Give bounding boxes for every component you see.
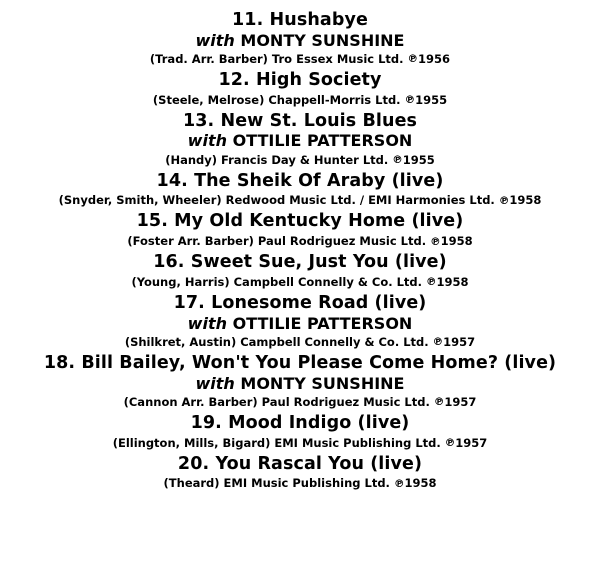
track-guest-name: MONTY SUNSHINE — [240, 30, 405, 50]
track-entry — [8, 353, 592, 410]
track-credit — [8, 234, 592, 249]
track-year: 1957 — [455, 435, 488, 450]
phonogram-mark-icon: ℗ — [430, 235, 441, 248]
phonogram-mark-icon: ℗ — [444, 437, 456, 450]
track-credit-text: (Snyder, Smith, Wheeler) Redwood Music Ltd. / EMI Harmonies Ltd. — [58, 193, 495, 208]
track-year: 1958 — [436, 274, 469, 289]
track-entry — [8, 293, 592, 350]
track-year: 1955 — [402, 152, 435, 167]
track-name: Mood Indigo (live) — [228, 412, 410, 433]
track-guest-line — [8, 131, 592, 150]
track-name: The Sheik Of Araby (live) — [194, 170, 444, 191]
track-credit — [8, 476, 592, 491]
track-guest-name: OTTILIE PATTERSON — [232, 313, 413, 333]
track-title — [8, 70, 592, 91]
track-credit — [8, 52, 592, 67]
track-credit-text: (Theard) EMI Music Publishing Ltd. — [163, 476, 390, 491]
track-credit-text: (Young, Harris) Campbell Connelly & Co. Ltd. — [131, 274, 423, 289]
track-number: 19. — [190, 412, 222, 433]
track-number: 16. — [153, 252, 185, 273]
track-credit — [8, 335, 592, 350]
phonogram-mark-icon: ℗ — [392, 154, 403, 167]
phonogram-mark-icon: ℗ — [404, 94, 416, 107]
track-entry — [8, 111, 592, 168]
track-entry — [8, 70, 592, 108]
track-credit-text: (Handy) Francis Day & Hunter Ltd. — [165, 152, 389, 167]
track-guest-prefix: with — [195, 30, 235, 50]
track-credit — [8, 395, 592, 410]
track-number: 20. — [177, 453, 210, 474]
track-year: 1958 — [509, 193, 542, 208]
track-year: 1957 — [443, 334, 476, 349]
track-year: 1956 — [418, 51, 451, 66]
phonogram-mark-icon: ℗ — [432, 336, 444, 349]
track-name: Hushabye — [269, 10, 368, 30]
track-year: 1957 — [444, 394, 477, 409]
track-credit-text: (Trad. Arr. Barber) Tro Essex Music Ltd. — [149, 51, 404, 66]
track-guest-line — [8, 374, 592, 393]
track-credit — [8, 436, 592, 451]
track-credit — [8, 153, 592, 168]
track-number: 13. — [182, 110, 215, 131]
track-title — [8, 10, 592, 31]
track-credit — [8, 93, 592, 108]
track-guest-name: MONTY SUNSHINE — [240, 373, 405, 393]
track-name: New St. Louis Blues — [220, 110, 418, 131]
tracklist — [8, 10, 592, 494]
track-entry — [8, 171, 592, 209]
track-entry — [8, 252, 592, 290]
track-credit — [8, 275, 592, 290]
track-entry — [8, 454, 592, 492]
track-name: High Society — [255, 69, 382, 90]
track-year: 1955 — [415, 92, 448, 107]
track-number: 12. — [218, 69, 250, 90]
phonogram-mark-icon: ℗ — [498, 194, 510, 207]
track-guest-line — [8, 31, 592, 50]
track-title — [8, 293, 592, 314]
phonogram-mark-icon: ℗ — [426, 276, 437, 289]
track-name: Sweet Sue, Just You (live) — [190, 252, 447, 273]
track-credit-text: (Ellington, Mills, Bigard) EMI Music Publishing Ltd. — [112, 435, 441, 450]
track-entry — [8, 10, 592, 67]
track-year: 1958 — [404, 476, 437, 491]
track-credit-text: (Steele, Melrose) Chappell-Morris Ltd. — [152, 92, 401, 107]
track-title — [8, 171, 592, 192]
track-title — [8, 454, 592, 475]
track-number: 18. — [43, 352, 76, 373]
phonogram-mark-icon: ℗ — [407, 53, 419, 66]
track-number: 11. — [232, 10, 264, 30]
track-title — [8, 413, 592, 434]
track-name: My Old Kentucky Home (live) — [174, 211, 464, 232]
track-number: 14. — [156, 170, 188, 191]
track-name: Lonesome Road (live) — [211, 292, 427, 313]
track-entry — [8, 211, 592, 249]
track-title — [8, 111, 592, 132]
phonogram-mark-icon: ℗ — [393, 477, 405, 490]
track-guest-line — [8, 314, 592, 333]
track-credit-text: (Shilkret, Austin) Campbell Connelly & Co. Ltd. — [124, 334, 429, 349]
track-number: 17. — [173, 292, 205, 313]
track-number: 15. — [136, 211, 168, 232]
track-guest-name: OTTILIE PATTERSON — [232, 131, 413, 151]
track-guest-prefix: with — [195, 373, 235, 393]
track-entry — [8, 413, 592, 451]
track-credit-text: (Foster Arr. Barber) Paul Rodriguez Music Ltd. — [127, 234, 427, 249]
track-guest-prefix: with — [187, 313, 227, 333]
track-title — [8, 211, 592, 232]
track-title — [8, 252, 592, 273]
track-guest-prefix: with — [187, 131, 227, 151]
track-credit — [8, 193, 592, 208]
track-name: You Rascal You (live) — [215, 453, 423, 474]
track-title — [8, 353, 592, 374]
phonogram-mark-icon: ℗ — [433, 396, 445, 409]
track-year: 1958 — [440, 234, 473, 249]
track-name: Bill Bailey, Won't You Please Come Home? (live) — [81, 352, 557, 373]
track-credit-text: (Cannon Arr. Barber) Paul Rodriguez Music Ltd. — [123, 394, 430, 409]
